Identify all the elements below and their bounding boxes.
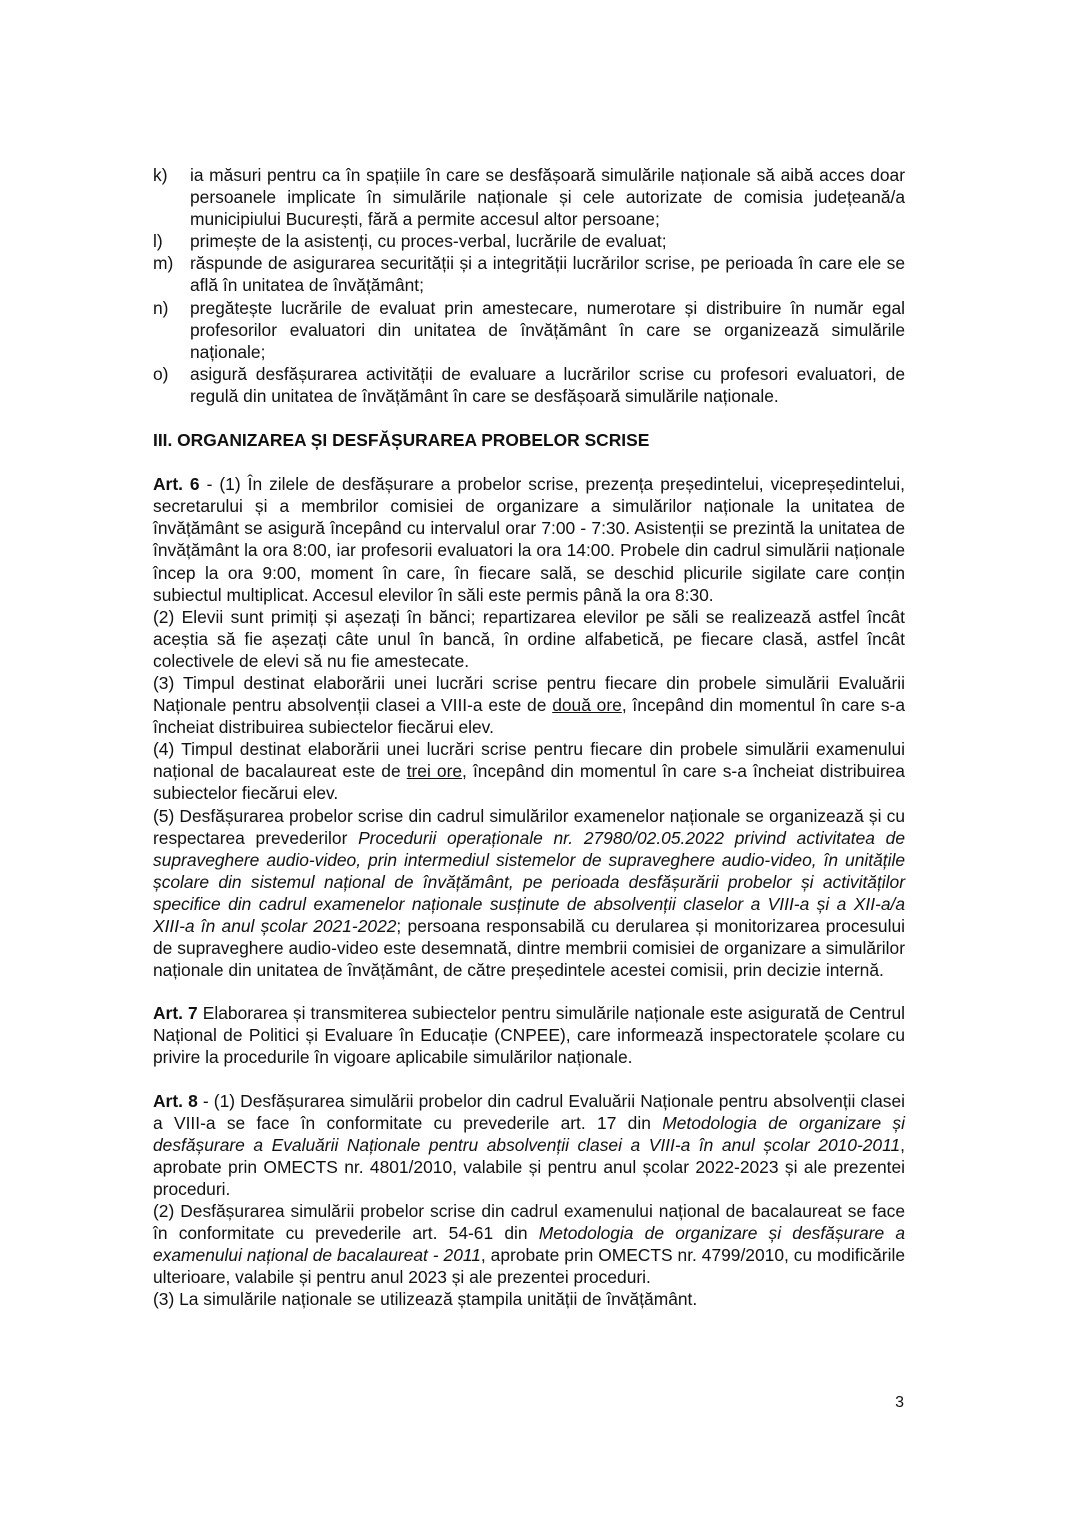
article-text: Elaborarea și transmiterea subiectelor pentru simulările naționale este asigurată de Centrul Național de Politici și Evaluare în Educație (CNPEE), care informează inspectoratele școlare cu privire la procedurile în vigoare aplicabile simulărilor naționale. xyxy=(153,1003,906,1068)
list-item xyxy=(153,252,905,296)
article-8-paragraph-3: (3) La simulările naționale se utilizează ștampila unității de învățământ. xyxy=(153,1289,698,1310)
article-text: - (1) În zilele de desfășurare a probelor scrise, prezența președintelui, vicepreședintelui, secretarului și a membrilor comisiei de organizare a simulărilor naționale la unitatea de învățământ se asigură începând cu intervalul orar 7:00 - 7:30. Asistenții se prezintă la unitatea de învățământ la ora 8:00, iar profesorii evaluatori la ora 14:00. Probele din cadrul simulării naționale încep la ora 9:00, moment în care, în fiecare sală, se deschid plicurile sigilate care conțin subiectul multiplicat. Accesul elevilor în săli este permis până la ora 8:30. xyxy=(153,474,905,605)
article-text: (4) Timpul destinat elaborării unei lucrări scrise pentru fiecare din probele simulării examenului național de bacalaureat este de xyxy=(153,739,905,782)
list-marker: l) xyxy=(153,231,163,252)
italic-reference: Metodologia de organizare și desfășurare a Evaluării Naționale pentru absolvenții clasei a VIII-a în anul școlar 2010-2011 xyxy=(153,1112,905,1155)
article-label: Art. 6 xyxy=(153,474,200,495)
list-item xyxy=(153,164,905,230)
article-text: , aprobate prin OMECTS nr. 4801/2010, valabile și pentru anul școlar 2022-2023 și ale prezentei proceduri. xyxy=(153,1134,905,1199)
article-6-paragraph-4 xyxy=(153,738,905,804)
section-heading: III. ORGANIZAREA ȘI DESFĂȘURAREA PROBELOR SCRISE xyxy=(153,430,650,451)
article-8 xyxy=(153,1090,905,1311)
article-6 xyxy=(153,473,905,981)
list-marker: n) xyxy=(153,297,169,318)
article-6-paragraph-5 xyxy=(153,805,905,982)
article-8-paragraph-2 xyxy=(153,1200,905,1288)
article-7-paragraph xyxy=(153,1002,905,1068)
italic-reference: Metodologia de organizare și desfășurare a examenului național de bacalaureat - 2011 xyxy=(153,1223,906,1266)
page-content xyxy=(153,164,905,1332)
article-text: (5) Desfășurarea probelor scrise din cadrul simulărilor examenelor naționale se organizează și cu respectarea prevederilor xyxy=(153,805,905,848)
article-text: , aprobate prin OMECTS nr. 4799/2010, cu modificările ulterioare, valabile și pentru anul 2023 și ale prezentei proceduri. xyxy=(153,1245,905,1288)
list-item xyxy=(153,230,905,252)
article-8-paragraph-1 xyxy=(153,1090,905,1200)
article-text: (3) Timpul destinat elaborării unei lucrări scrise pentru fiecare din probele simulării Evaluării Naționale pentru absolvenții clasei a VIII-a este de xyxy=(153,672,905,716)
article-label: Art. 8 xyxy=(153,1090,198,1111)
article-text: ; persoana responsabilă cu derularea și monitorizarea procesului de supraveghere audio-video este desemnată, dintre membrii comisiei de organizare a simulărilor naționale din unitatea de învățământ, de către președintele acestei comisii, prin decizie internă. xyxy=(153,916,906,981)
article-text: - (1) Desfășurarea simulării probelor din cadrul Evaluării Naționale pentru absolvenții clasei a VIII-a se face în conformitate cu prevederile art. 17 din xyxy=(153,1090,905,1133)
list-item-text: asigură desfășurarea activității de evaluare a lucrărilor scrise cu profesori evaluatori, de regulă din unitatea de învățământ în care se desfășoară simulările naționale. xyxy=(190,363,905,406)
page-number: 3 xyxy=(895,1394,904,1411)
article-6-paragraph-1 xyxy=(153,473,905,606)
article-7 xyxy=(153,1002,905,1068)
list-item-text: primește de la asistenți, cu proces-verbal, lucrările de evaluat; xyxy=(190,231,667,252)
list-marker: o) xyxy=(153,363,169,384)
article-text: , începând din momentul în care s-a încheiat distribuirea subiectelor fiecărui elev. xyxy=(153,695,905,738)
underlined-duration: trei ore xyxy=(406,761,463,782)
italic-reference: Procedurii operaționale nr. 27980/02.05.2022 privind activitatea de supraveghere audio-video, prin intermediul sistemelor de supraveghere audio-video, în unitățile școlare din sistemul național de învățământ, pe perioada desfășurării probelor și activităților specifice din cadrul examenelor naționale susținute de absolvenții claselor a VIII-a și a XII-a/a XIII-a în anul școlar 2021-2022 xyxy=(153,827,906,936)
list-item-text: răspunde de asigurarea securității și a integrității lucrărilor scrise, pe perioada în care ele se află în unitatea de învățământ; xyxy=(190,253,905,296)
list-item-text: ia măsuri pentru ca în spațiile în care se desfășoară simulările naționale să aibă acces doar persoanele implicate în simulările naționale și cele autorizate de comisia județeană/a municipiului București, fără a permite accesul altor persoane; xyxy=(190,165,905,230)
article-text: , începând din momentul în care s-a încheiat distribuirea subiectelor fiecărui elev. xyxy=(153,761,905,804)
list-item xyxy=(153,363,905,407)
list-marker: k) xyxy=(153,165,168,185)
list-item-text: pregătește lucrările de evaluat prin amestecare, numerotare și distribuire în număr egal profesorilor evaluatori din unitatea de învățământ în care se organizează simulările naționale; xyxy=(190,297,905,362)
article-label: Art. 7 xyxy=(153,1003,198,1024)
article-text: (2) Desfășurarea simulării probelor scrise din cadrul examenului național de bacalaureat se face în conformitate cu prevederile art. 54-61 din xyxy=(153,1201,905,1244)
list-marker: m) xyxy=(153,253,174,274)
article-6-paragraph-2: (2) Elevii sunt primiți și așezați în bănci; repartizarea elevilor pe săli se realizează astfel încât aceștia să fie așezați câte unul în bancă, în ordine alfabetică, pe fiecare clasă, astfel încât colectivele de elevi să nu fie amestecate. xyxy=(153,606,905,671)
list-item xyxy=(153,297,905,363)
enumerated-list xyxy=(153,164,905,407)
underlined-duration: două ore xyxy=(552,695,622,716)
article-6-paragraph-3 xyxy=(153,672,905,738)
